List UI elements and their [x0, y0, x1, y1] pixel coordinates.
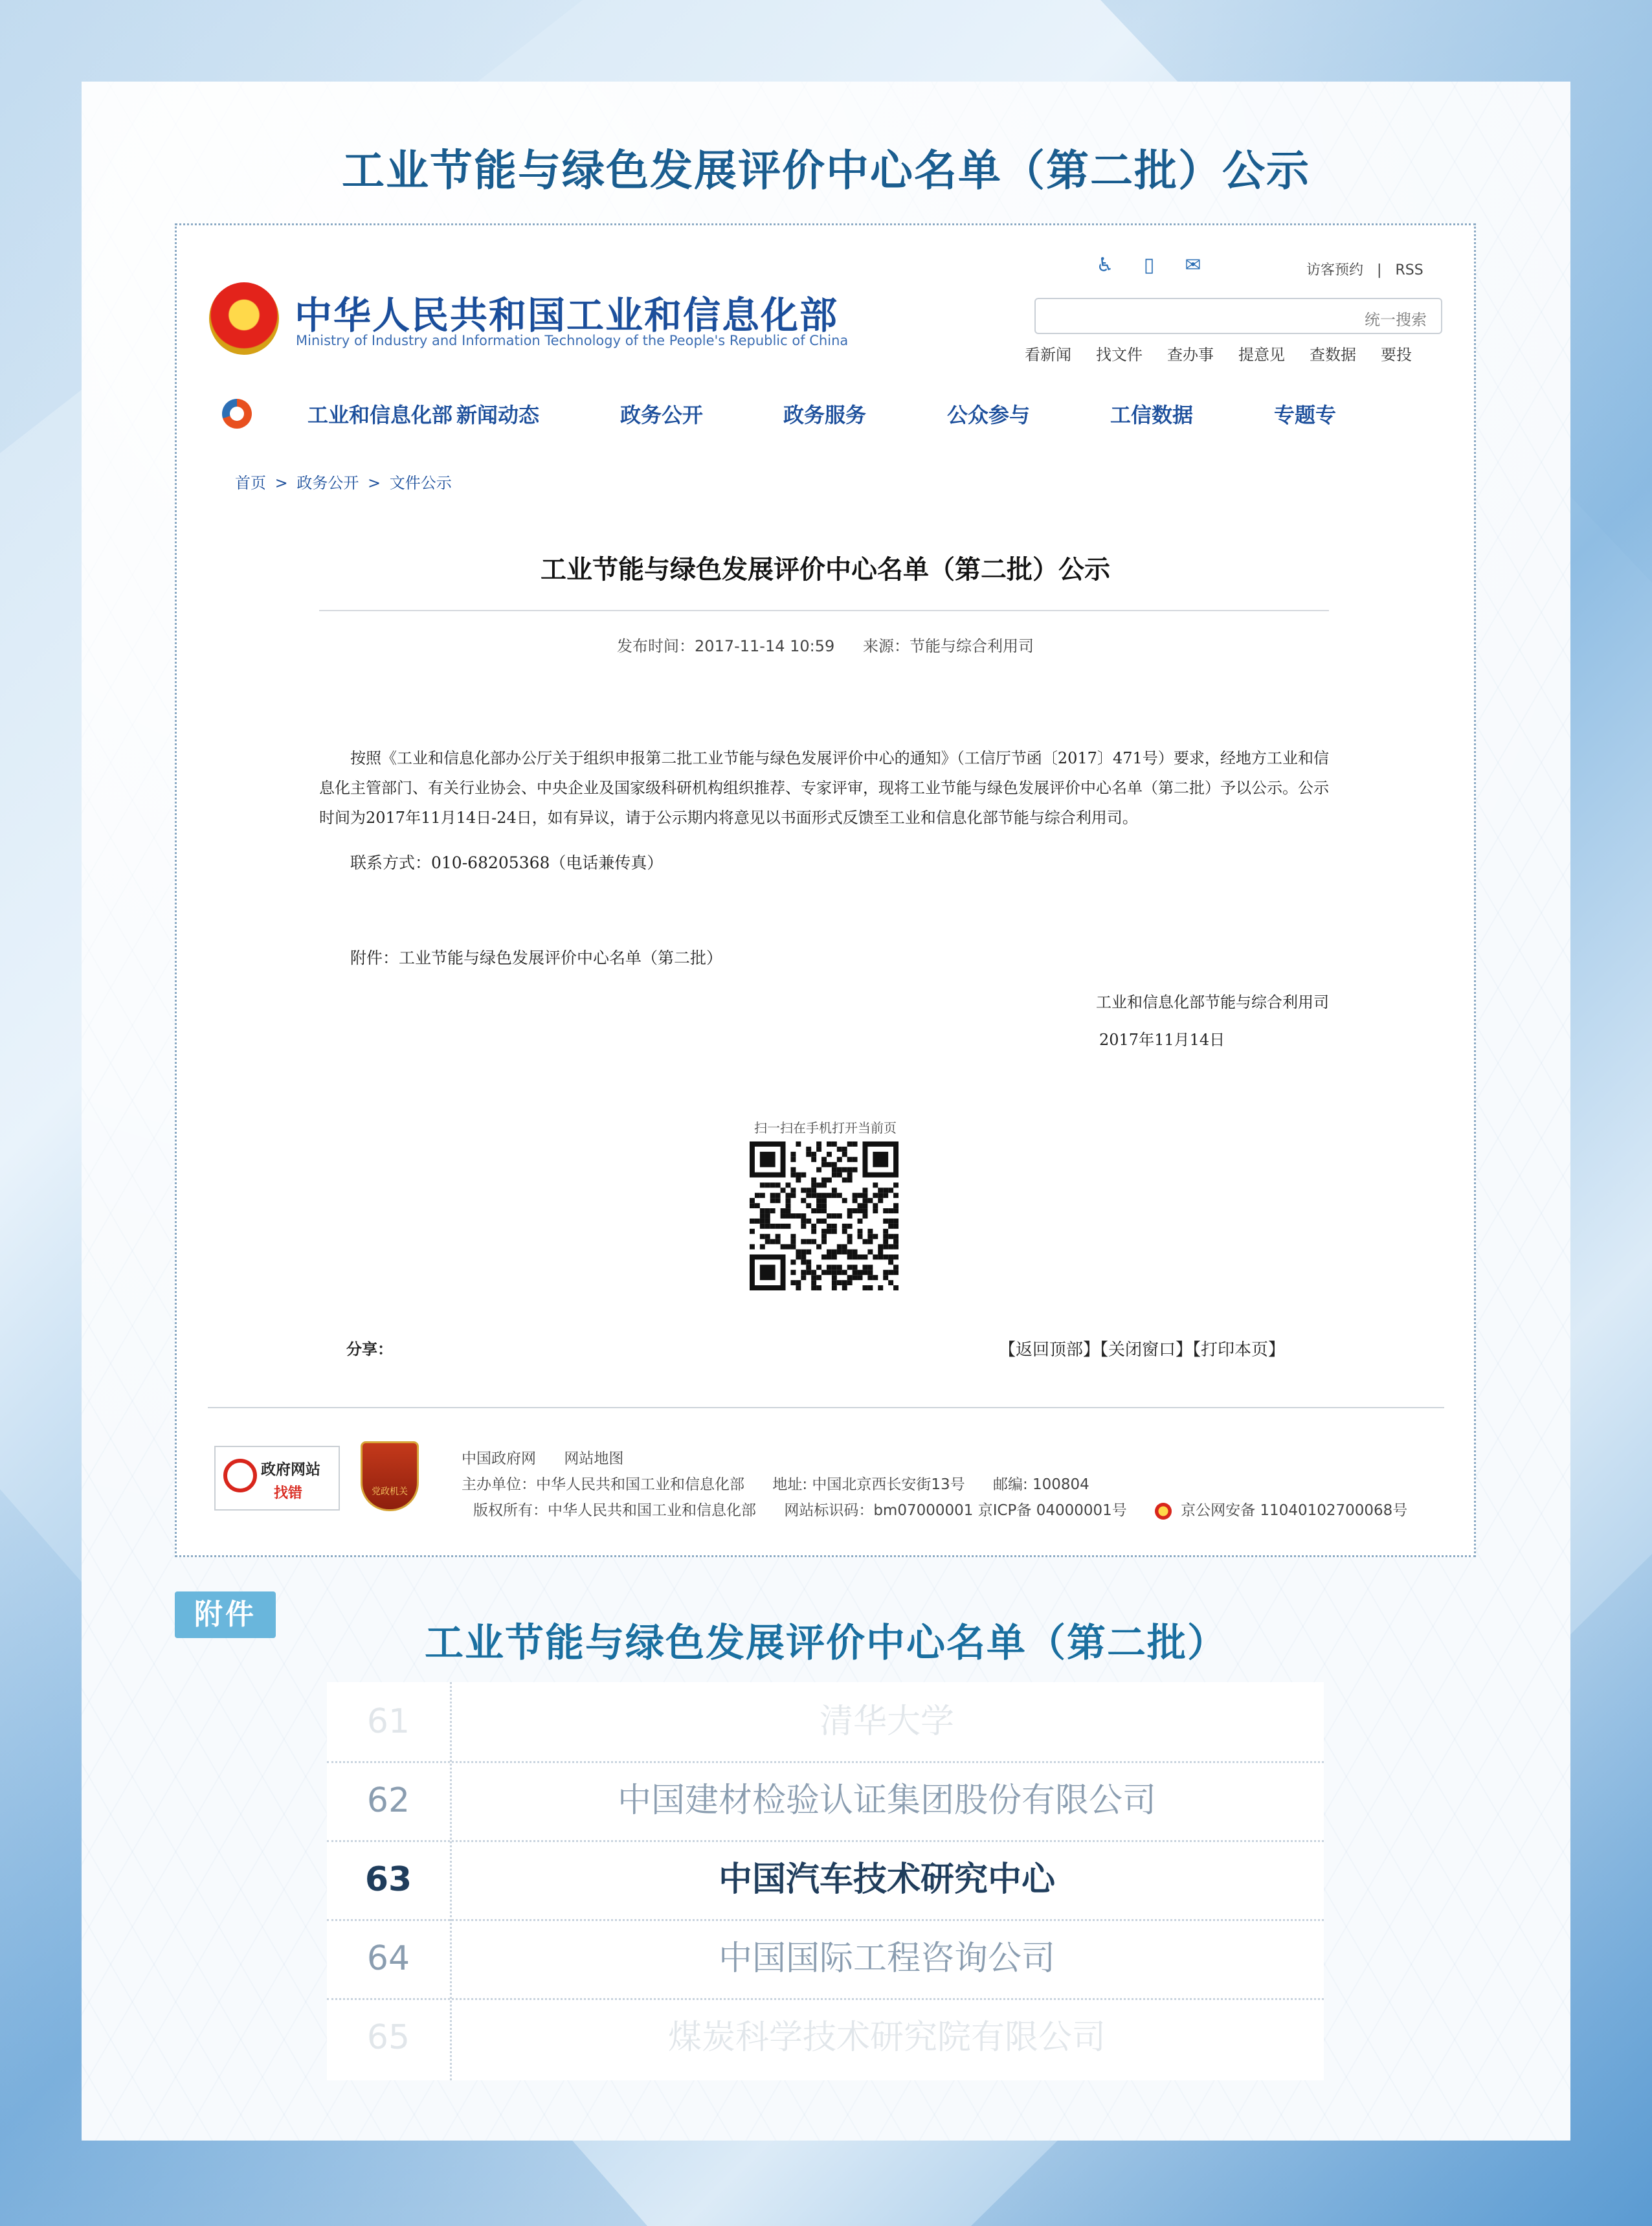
signature-date: 2017年11月14日: [1099, 1031, 1225, 1049]
separator: |: [1377, 262, 1382, 278]
attachment-tag: 附件: [175, 1591, 276, 1638]
row-name: 中国国际工程咨询公司: [718, 1939, 1055, 1978]
table-row: [327, 1919, 1324, 1998]
poster-title: 工业节能与绿色发展评价中心名单（第二批）公示: [342, 146, 1310, 196]
top-links: [1306, 259, 1433, 279]
breadcrumb-home[interactable]: 首页: [235, 474, 266, 492]
contact-info: 联系方式：010-68205368（电话兼传真）: [350, 853, 664, 872]
breadcrumb-public-affairs[interactable]: 政务公开: [296, 474, 359, 492]
quick-link-feedback[interactable]: 提意见: [1238, 346, 1285, 364]
share-label: 分享：: [346, 1340, 393, 1358]
attachment-link[interactable]: 附件：工业节能与绿色发展评价中心名单（第二批）: [350, 949, 723, 967]
article-title: 工业节能与绿色发展评价中心名单（第二批）公示: [541, 555, 1110, 585]
quick-link-news[interactable]: 看新闻: [1025, 346, 1071, 364]
nav-item-services[interactable]: 政务服务: [783, 403, 867, 427]
footer-divider: [208, 1407, 1444, 1408]
visitor-booking-link[interactable]: 访客预约: [1306, 262, 1364, 278]
mail-icon[interactable]: ✉: [1185, 254, 1201, 276]
gear-logo-icon: [222, 399, 252, 429]
police-badge-icon: [1155, 1503, 1172, 1520]
footer-link-sitemap[interactable]: 网站地图: [564, 1450, 624, 1467]
nav-item-data[interactable]: 工信数据: [1110, 403, 1194, 427]
table-row-highlighted: [327, 1840, 1324, 1919]
quick-link-services[interactable]: 查办事: [1167, 346, 1214, 364]
main-nav: [222, 394, 1452, 433]
table-row: [327, 1761, 1324, 1840]
list-table: [327, 1682, 1324, 2080]
search-input[interactable]: [1034, 298, 1442, 334]
signature-org: 工业和信息化部节能与综合利用司: [1096, 993, 1329, 1011]
gov-site-error-badge[interactable]: [214, 1446, 340, 1511]
qr-label: 扫一扫在手机打开当前页: [754, 1120, 897, 1136]
page-actions[interactable]: 【返回顶部】【关闭窗口】【打印本页】: [999, 1340, 1286, 1360]
row-number: 62: [366, 1781, 410, 1820]
footer-copyright: 版权所有：中华人民共和国工业和信息化部: [473, 1502, 756, 1519]
row-number: 61: [366, 1702, 410, 1741]
article-meta: [177, 633, 1474, 656]
list-title: 工业节能与绿色发展评价中心名单（第二批）: [425, 1621, 1227, 1666]
row-name: 煤炭科学技术研究院有限公司: [667, 2018, 1106, 2057]
title-divider: [319, 610, 1329, 611]
article-body: [319, 743, 1329, 833]
breadcrumb: [235, 470, 456, 493]
publish-time: 发布时间：2017-11-14 10:59: [617, 637, 835, 655]
row-name: 中国汽车技术研究中心: [718, 1860, 1055, 1899]
badge-subtitle: 找错: [274, 1485, 303, 1501]
article-source: 来源：节能与综合利用司: [862, 637, 1034, 655]
footer-address: 地址: 中国北京西长安街13号: [772, 1476, 965, 1493]
rss-link[interactable]: RSS: [1395, 262, 1423, 278]
row-number: 65: [366, 2018, 410, 2057]
quick-link-files[interactable]: 找文件: [1096, 346, 1143, 364]
table-row: [327, 1682, 1324, 1761]
quick-link-complaint[interactable]: 要投: [1381, 346, 1412, 364]
footer-postcode: 邮编: 100804: [992, 1476, 1089, 1493]
breadcrumb-sep: >: [274, 474, 288, 492]
breadcrumb-notices[interactable]: 文件公示: [389, 474, 452, 492]
badge2-label: 党政机关: [372, 1487, 408, 1497]
footer-site-id: 网站标识码：bm07000001 京ICP备 04000001号: [784, 1502, 1127, 1519]
party-gov-badge[interactable]: [361, 1441, 419, 1511]
search-placeholder: 统一搜索: [1365, 311, 1427, 329]
nav-item-public-affairs[interactable]: 政务公开: [620, 403, 704, 427]
nav-item-ministry[interactable]: 工业和信息化部: [307, 403, 453, 427]
badge-title: 政府网站: [261, 1461, 320, 1478]
row-name: 清华大学: [819, 1702, 954, 1741]
footer-link-gov[interactable]: 中国政府网: [462, 1450, 536, 1467]
nav-item-participation[interactable]: 公众参与: [947, 403, 1031, 427]
breadcrumb-sep: >: [368, 474, 381, 492]
nav-item-news[interactable]: 新闻动态: [456, 403, 540, 427]
table-row: [327, 1998, 1324, 2077]
quick-links: [1025, 342, 1412, 365]
quick-link-data[interactable]: 查数据: [1310, 346, 1356, 364]
nav-item-topics[interactable]: 专题专: [1274, 403, 1337, 427]
footer-info: [462, 1446, 1431, 1523]
qr-code-icon: [750, 1141, 899, 1290]
footer-sponsor: 主办单位：中华人民共和国工业和信息化部: [462, 1476, 744, 1493]
mobile-icon[interactable]: ▯: [1143, 254, 1155, 276]
accessibility-icon[interactable]: ♿: [1096, 254, 1114, 276]
accessibility-tools: [1096, 254, 1202, 276]
magnifier-icon: [223, 1459, 257, 1492]
webpage-screenshot: [175, 223, 1476, 1557]
row-number: 64: [366, 1939, 410, 1978]
national-emblem-icon: [209, 282, 279, 355]
row-name: 中国建材检验认证集团股份有限公司: [617, 1781, 1156, 1820]
site-name-en: Ministry of Industry and Information Technology of the People's Republic of China: [296, 333, 849, 348]
article-paragraph: 按照《工业和信息化部办公厅关于组织申报第二批工业节能与绿色发展评价中心的通知》（工信厅节函〔2017〕471号）要求，经地方工业和信息化主管部门、有关行业协会、中央企业及国家级科研机构组织推荐、专家评审，现将工业节能与绿色发展评价中心名单（第二批）予以公示。公示时间为2017年11月14日-24日，如有异议，请于公示期内将意见以书面形式反馈至工业和信息化部节能与综合利用司。: [319, 749, 1329, 827]
footer-police-record[interactable]: 京公网安备 11040102700068号: [1181, 1502, 1408, 1519]
site-name-cn[interactable]: 中华人民共和国工业和信息化部: [295, 293, 839, 337]
row-number: 63: [364, 1860, 412, 1899]
